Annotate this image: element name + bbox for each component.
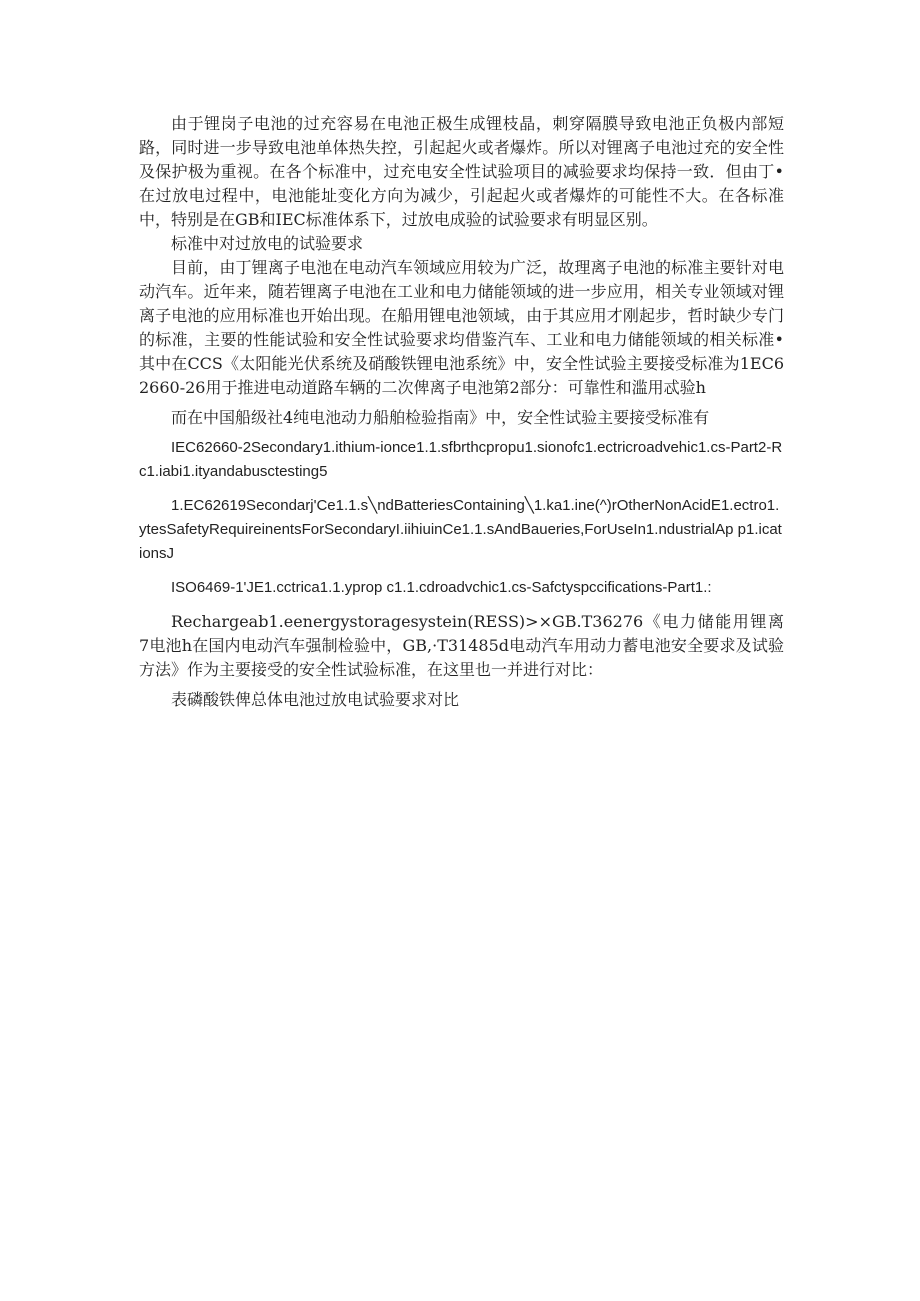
table-caption: 表磷酸铁俾总体电池过放电试验要求对比	[171, 690, 460, 709]
standard-iec62619: 1.EC62619Secondarj'Ce1.1.s╲ndBatteriesContaining╲1.ka1.ine(^)rOtherNonAcidE1.ectro1.ytesSafetyRequireinentsForSecondaryI.iihiuinCe1.1.sAndBaueries,ForUseIn1.ndustrialAp p1.icationsJ	[139, 497, 782, 562]
document-body	[139, 112, 784, 712]
standard-iso6469-1: ISO6469-1'JE1.cctrica1.1.yprop c1.1.cdroadvchic1.cs-Safctyspccifications-Part1.:	[171, 579, 712, 596]
paragraph-overcharge-intro: 由于锂岗子电池的过充容易在电池正极生成锂枝晶，刺穿隔膜导致电池正负极内部短路，同时进一步导致电池单体热失控，引起起火或者爆炸。所以对锂离子电池过充的安全性及保护极为重视。在各个标准中，过充电安全性试验项目的减验要求均保持一致．但由丁•在过放电过程中，电池能址变化方向为减少，引起起火或者爆炸的可能性不大。在各标准中，特别是在GB和IEC标准体系下，过放电成验的试验要求有明显区别。	[139, 114, 784, 229]
standard-iec62660-2: IEC62660-2Secondary1.ithium-ionce1.1.sfbrthcpropu1.sionofc1.ectricroadvehic1.cs-Part2-Rc1.iabi1.ityandabusctesting5	[139, 439, 783, 480]
paragraph-standards-background: 目前，由丁锂离子电池在电动汽车领域应用较为广泛，故理离子电池的标准主要针对电动汽车。近年来，随若锂离子电池在工业和电力储能领域的进一步应用，相关专业领域对锂离子电池的应用标准也开始出现。在船用锂电池领域，由于其应用才刚起步，哲时缺少专门的标准，主要的性能试验和安全性试验要求均借鉴汽车、工业和电力储能领域的相关标准•其中在CCS《太阳能光伏系统及硝酸铁锂电池系统》中，安全性试验主要接受标准为1EC62660-26用于推进电动道路车辆的二次俾离子电池第2部分：可靠性和滥用忒验h	[139, 258, 784, 397]
section-heading-overdischarge-requirements: 标准中对过放电的试验要求	[171, 234, 364, 253]
paragraph-ccs-guide: 而在中国船级社4纯电池动力船舶检验指南》中，安全性试验主要接受标准有	[171, 408, 710, 427]
paragraph-gb-standards: Rechargeab1.eenergystoragesystein(RESS)>×GB.T36276《电力储能用锂离 7电池h在国内电动汽车强制检验中，GB,·T31485d电动汽车用动力蓄电池安全要求及试验方法》作为主要接受的安全性试验标准，在这里也一并进行对比：	[139, 612, 784, 679]
